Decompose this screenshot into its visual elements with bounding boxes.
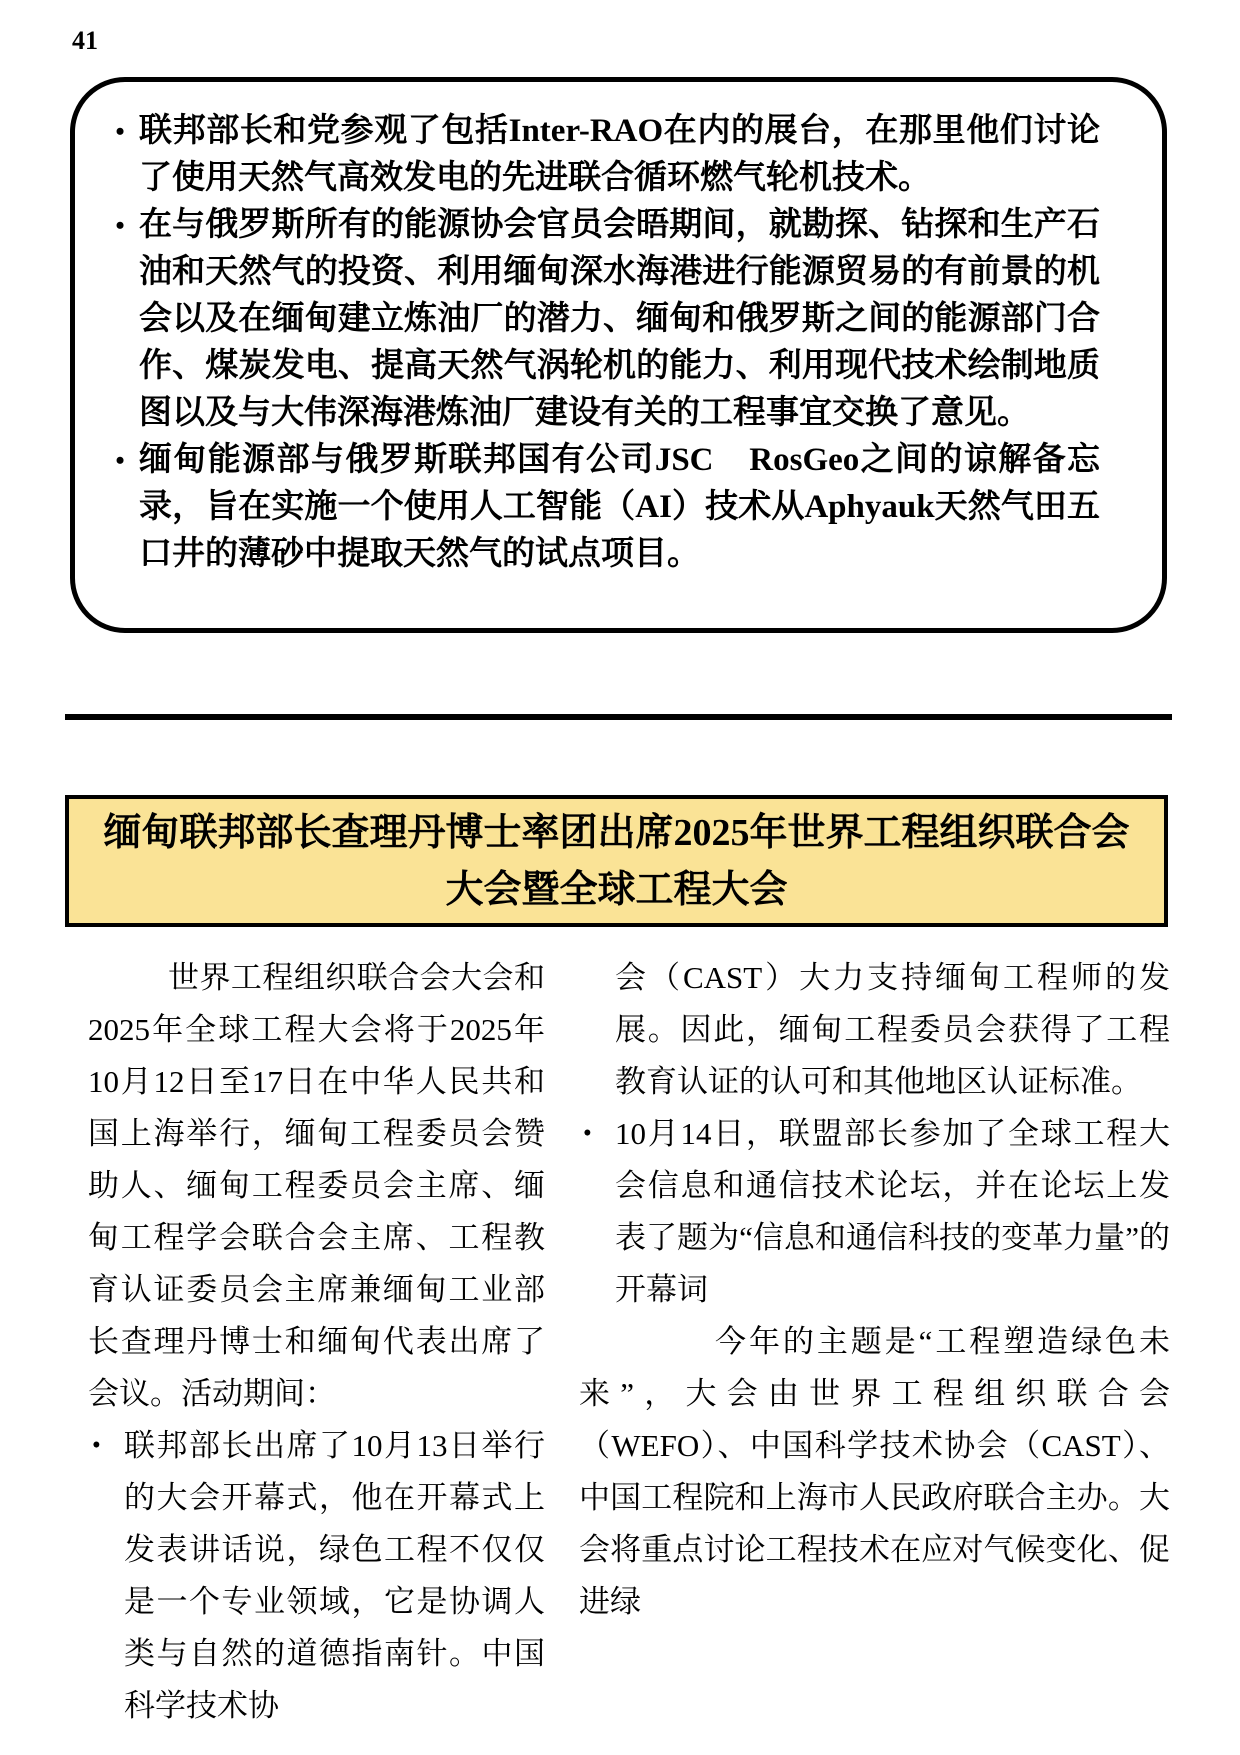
summary-bullet-list xyxy=(75,82,1162,578)
bullet-icon: • xyxy=(115,446,125,475)
body-bullet-item xyxy=(579,1108,1170,1316)
summary-bullet-item xyxy=(101,437,1100,578)
summary-bullet-item xyxy=(101,202,1100,437)
intro-paragraph: 世界工程组织联合会大会和2025年全球工程大会将于2025年10月12日至17日在中华人民共和国上海举行，缅甸工程委员会赞助人、缅甸工程委员会主席、缅甸工程学会联合会主席、工程教育认证委员会主席兼缅甸工业部长查理丹博士和缅甸代表出席了会议。活动期间： xyxy=(88,960,545,1411)
bullet-icon: • xyxy=(115,117,125,146)
body-bullet-item xyxy=(88,1420,545,1732)
article-title-box xyxy=(65,795,1168,927)
section-divider xyxy=(65,714,1172,720)
bullet-icon: • xyxy=(583,1120,592,1147)
page-number: 41 xyxy=(72,26,98,55)
article-title: 缅甸联邦部长查理丹博士率团出席2025年世界工程组织联合会大会暨全球工程大会 xyxy=(103,812,1130,911)
article-body xyxy=(88,952,1170,1732)
column-gap xyxy=(545,952,579,1732)
bullet-icon: • xyxy=(115,211,125,240)
summary-bullet-text: 联邦部长和党参观了包括Inter-RAO在内的展台，在那里他们讨论了使用天然气高效发电的先进联合循环燃气轮机技术。 xyxy=(139,113,1100,196)
closing-paragraph: 今年的主题是“工程塑造绿色未来”，大会由世界工程组织联合会（WEFO）、中国科学技术协会（CAST）、中国工程院和上海市人民政府联合主办。大会将重点讨论工程技术在应对气候变化、促进绿 xyxy=(579,1324,1170,1619)
body-bullet-text: 联邦部长出席了10月13日举行的大会开幕式，他在开幕式上发表讲话说，绿色工程不仅仅是一个专业领域，它是协调人类与自然的道德指南针。中国科学技术协 xyxy=(124,1428,545,1723)
continuation-paragraph: 会（CAST）大力支持缅甸工程师的发展。因此，缅甸工程委员会获得了工程教育认证的认可和其他地区认证标准。 xyxy=(615,960,1170,1099)
body-bullet-text: 10月14日，联盟部长参加了全球工程大会信息和通信技术论坛，并在论坛上发表了题为“信息和通信科技的变革力量”的开幕词 xyxy=(615,1116,1170,1307)
left-column xyxy=(88,952,545,1732)
summary-box xyxy=(70,77,1167,633)
summary-bullet-item xyxy=(101,108,1100,202)
right-column xyxy=(579,952,1170,1732)
bullet-icon: • xyxy=(92,1432,101,1459)
summary-bullet-text: 在与俄罗斯所有的能源协会官员会晤期间，就勘探、钻探和生产石油和天然气的投资、利用缅甸深水海港进行能源贸易的有前景的机会以及在缅甸建立炼油厂的潜力、缅甸和俄罗斯之间的能源部门合作、煤炭发电、提高天然气涡轮机的能力、利用现代技术绘制地质图以及与大伟深海港炼油厂建设有关的工程事宜交换了意见。 xyxy=(139,207,1100,431)
summary-bullet-text: 缅甸能源部与俄罗斯联邦国有公司JSC RosGeo之间的谅解备忘录，旨在实施一个使用人工智能（AI）技术从Aphyauk天然气田五口井的薄砂中提取天然气的试点项目。 xyxy=(139,442,1100,572)
